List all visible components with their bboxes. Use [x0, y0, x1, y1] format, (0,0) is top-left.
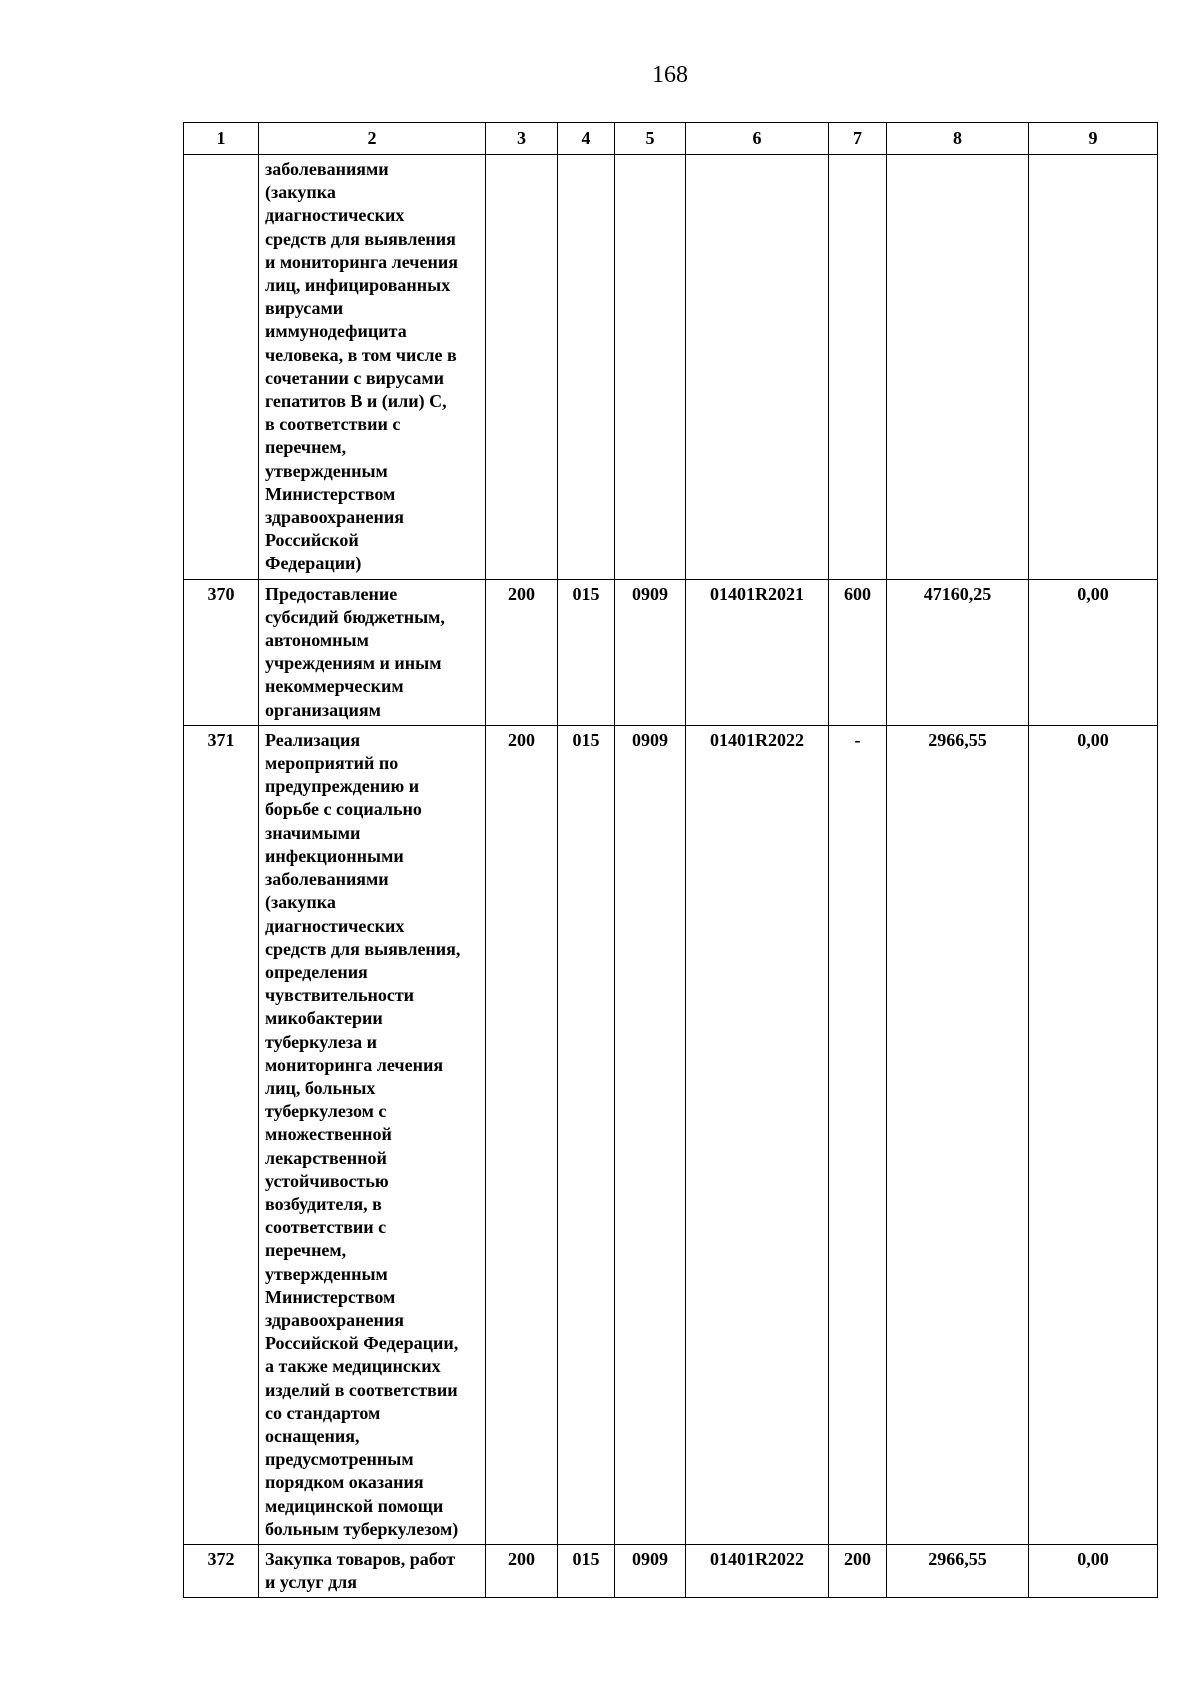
- cell-col-9: 0,00: [1029, 579, 1158, 725]
- header-col-6: 6: [686, 123, 829, 155]
- cell-col-6: 01401R2022: [686, 1544, 829, 1597]
- cell-col-8: 2966,55: [887, 725, 1029, 1544]
- cell-col-4: 015: [558, 1544, 615, 1597]
- table-row: [184, 155, 1158, 580]
- cell-col-3: 200: [486, 579, 558, 725]
- header-col-7: 7: [829, 123, 887, 155]
- cell-col-5: 0909: [615, 1544, 686, 1597]
- row-number: 370: [184, 579, 259, 725]
- cell-col-7: [829, 155, 887, 580]
- cell-col-5: [615, 155, 686, 580]
- cell-col-5: 0909: [615, 579, 686, 725]
- header-col-4: 4: [558, 123, 615, 155]
- cell-col-9: 0,00: [1029, 725, 1158, 1544]
- cell-col-5: 0909: [615, 725, 686, 1544]
- row-number: [184, 155, 259, 580]
- cell-col-4: 015: [558, 579, 615, 725]
- cell-col-3: 200: [486, 1544, 558, 1597]
- cell-col-7: 600: [829, 579, 887, 725]
- header-col-5: 5: [615, 123, 686, 155]
- cell-col-8: [887, 155, 1029, 580]
- row-number: 371: [184, 725, 259, 1544]
- cell-col-8: 2966,55: [887, 1544, 1029, 1597]
- header-col-9: 9: [1029, 123, 1158, 155]
- page-number: 168: [652, 62, 688, 88]
- header-col-8: 8: [887, 123, 1029, 155]
- cell-col-7: 200: [829, 1544, 887, 1597]
- cell-col-3: [486, 155, 558, 580]
- cell-col-6: 01401R2022: [686, 725, 829, 1544]
- budget-table: [183, 122, 1158, 1598]
- cell-col-9: 0,00: [1029, 1544, 1158, 1597]
- cell-col-3: 200: [486, 725, 558, 1544]
- header-col-3: 3: [486, 123, 558, 155]
- row-name: Предоставление субсидий бюджетным, автономным учреждениям и иным некоммерческим организациям: [259, 579, 486, 725]
- cell-col-6: 01401R2021: [686, 579, 829, 725]
- cell-col-7: -: [829, 725, 887, 1544]
- header-row: [184, 123, 1158, 155]
- cell-col-6: [686, 155, 829, 580]
- cell-col-9: [1029, 155, 1158, 580]
- cell-col-4: [558, 155, 615, 580]
- table-row: [184, 1544, 1158, 1597]
- header-col-2: 2: [259, 123, 486, 155]
- header-col-1: 1: [184, 123, 259, 155]
- table-row: [184, 725, 1158, 1544]
- cell-col-4: 015: [558, 725, 615, 1544]
- table-row: [184, 579, 1158, 725]
- row-name: заболеваниями (закупка диагностических средств для выявления и мониторинга лечения лиц, инфицированных вирусами иммунодефицита человека, в том числе в сочетании с вирусами гепатитов В и (или) С, в соответствии с перечнем, утвержденным Министерством здравоохранения Российской Федерации): [259, 155, 486, 580]
- cell-col-8: 47160,25: [887, 579, 1029, 725]
- row-name: Закупка товаров, работ и услуг для: [259, 1544, 486, 1597]
- row-number: 372: [184, 1544, 259, 1597]
- row-name: Реализация мероприятий по предупреждению и борьбе с социально значимыми инфекционными заболеваниями (закупка диагностических средств для выявления, определения чувствительности микобактерии туберкулеза и мониторинга лечения лиц, больных туберкулезом с множественной лекарственной устойчивостью возбудителя, в соответствии с перечнем, утвержденным Министерством здравоохранения Российской Федерации, а также медицинских изделий в соответствии со стандартом оснащения, предусмотренным порядком оказания медицинской помощи больным туберкулезом): [259, 725, 486, 1544]
